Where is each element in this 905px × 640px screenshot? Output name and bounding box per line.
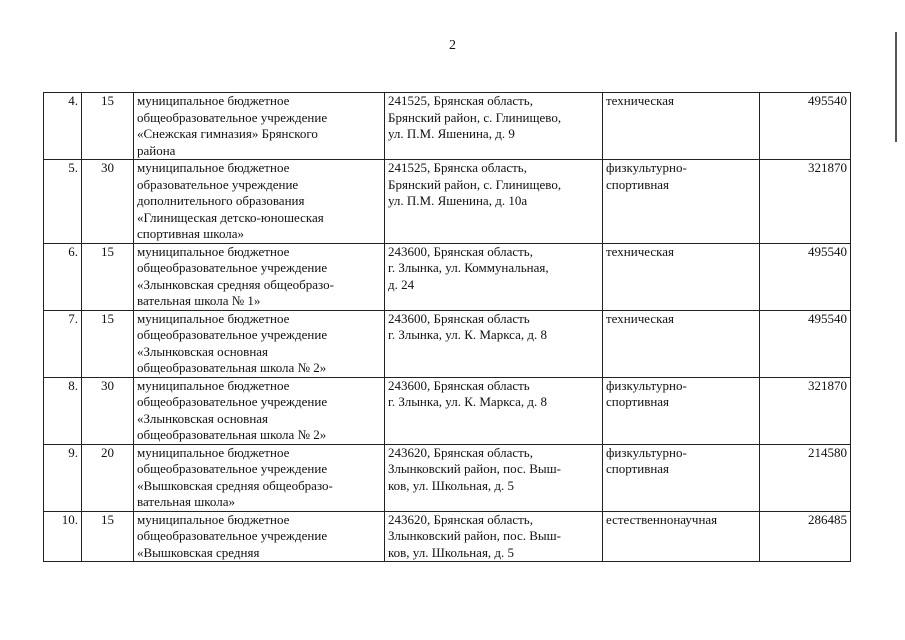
institution-line: образовательное учреждение bbox=[137, 176, 299, 192]
institution-line: муниципальное бюджетное bbox=[137, 377, 290, 393]
address-line: 243600, Брянская область bbox=[388, 377, 530, 393]
institution-line: муниципальное бюджетное bbox=[137, 511, 290, 527]
table-row bbox=[44, 93, 851, 160]
institution-line: общеобразовательное учреждение bbox=[137, 109, 328, 125]
institution-line: «Злынковская средняя общеобразо- bbox=[137, 276, 334, 292]
scan-edge-mark bbox=[895, 32, 897, 142]
direction-cell bbox=[603, 160, 760, 244]
direction-line: техническая bbox=[606, 93, 674, 108]
address-line: г. Злынка, ул. Коммунальная, bbox=[388, 260, 549, 275]
institution-line: вательная школа № 1» bbox=[137, 293, 261, 308]
amount-cell: 495540 bbox=[760, 310, 851, 377]
amount-cell: 286485 bbox=[760, 511, 851, 562]
participants-count-cell: 15 bbox=[82, 511, 134, 562]
direction-line: физкультурно- bbox=[606, 444, 687, 460]
address-line: ков, ул. Школьная, д. 5 bbox=[388, 477, 515, 493]
row-number-cell: 4. bbox=[44, 93, 82, 160]
amount-cell: 214580 bbox=[760, 444, 851, 511]
institution-cell bbox=[134, 160, 385, 244]
page-number: 2 bbox=[449, 38, 456, 53]
row-number-cell: 10. bbox=[44, 511, 82, 562]
amount-cell: 321870 bbox=[760, 377, 851, 444]
institution-line: «Вышковская средняя общеобразо- bbox=[137, 477, 333, 493]
address-line: Брянский район, с. Глинищево, bbox=[388, 176, 562, 192]
institution-line: «Злынковская основная bbox=[137, 343, 269, 359]
participants-count-cell: 30 bbox=[82, 160, 134, 244]
direction-line: спортивная bbox=[606, 176, 670, 192]
institution-line: муниципальное бюджетное bbox=[137, 93, 290, 108]
amount-cell: 495540 bbox=[760, 93, 851, 160]
direction-cell bbox=[603, 310, 760, 377]
institution-line: общеобразовательное учреждение bbox=[137, 327, 328, 342]
address-line: 243620, Брянская область, bbox=[388, 444, 533, 460]
table-row bbox=[44, 444, 851, 511]
address-line: 241525, Брянская область, bbox=[388, 93, 533, 108]
institution-line: района bbox=[137, 142, 176, 158]
row-number-cell: 7. bbox=[44, 310, 82, 377]
institution-line: «Глинищеская детско-юношеская bbox=[137, 209, 324, 225]
direction-cell bbox=[603, 511, 760, 562]
institution-line: вательная школа» bbox=[137, 494, 235, 509]
direction-line: физкультурно- bbox=[606, 160, 687, 175]
row-number-cell: 6. bbox=[44, 243, 82, 310]
address-line: ул. П.М. Яшенина, д. 10а bbox=[388, 193, 528, 208]
direction-line: техническая bbox=[606, 243, 674, 259]
participants-count-cell: 30 bbox=[82, 377, 134, 444]
amount-cell: 495540 bbox=[760, 243, 851, 310]
institution-cell bbox=[134, 310, 385, 377]
table-row bbox=[44, 160, 851, 244]
institution-line: «Вышковская средняя bbox=[137, 544, 260, 560]
institution-line: общеобразовательное учреждение bbox=[137, 394, 328, 409]
institution-cell bbox=[134, 377, 385, 444]
address-line: Злынковский район, пос. Выш- bbox=[388, 461, 561, 476]
address-line: г. Злынка, ул. К. Маркса, д. 8 bbox=[388, 394, 547, 409]
institution-line: общеобразовательное учреждение bbox=[137, 528, 328, 543]
row-number-cell: 9. bbox=[44, 444, 82, 511]
institution-line: муниципальное бюджетное bbox=[137, 160, 290, 175]
table-row bbox=[44, 310, 851, 377]
row-number-cell: 8. bbox=[44, 377, 82, 444]
table-row bbox=[44, 511, 851, 562]
direction-line: техническая bbox=[606, 310, 674, 326]
address-cell bbox=[385, 444, 603, 511]
institution-line: муниципальное бюджетное bbox=[137, 310, 290, 326]
participants-count-cell: 20 bbox=[82, 444, 134, 511]
address-cell bbox=[385, 310, 603, 377]
address-line: 241525, Брянска область, bbox=[388, 160, 527, 175]
address-line: 243600, Брянская область bbox=[388, 310, 530, 326]
direction-cell bbox=[603, 377, 760, 444]
amount-cell: 321870 bbox=[760, 160, 851, 244]
direction-line: спортивная bbox=[606, 394, 670, 409]
participants-count-cell: 15 bbox=[82, 243, 134, 310]
address-line: 243600, Брянская область, bbox=[388, 243, 533, 259]
institution-line: «Злынковская основная bbox=[137, 410, 269, 426]
direction-line: естественнонаучная bbox=[606, 511, 718, 527]
direction-cell bbox=[603, 93, 760, 160]
row-number-cell: 5. bbox=[44, 160, 82, 244]
institution-line: «Снежская гимназия» Брянского bbox=[137, 126, 318, 141]
institutions-table bbox=[43, 92, 851, 562]
address-line: Брянский район, с. Глинищево, bbox=[388, 109, 562, 125]
address-cell bbox=[385, 511, 603, 562]
address-line: 243620, Брянская область, bbox=[388, 511, 533, 527]
institution-cell bbox=[134, 93, 385, 160]
address-cell bbox=[385, 243, 603, 310]
address-line: ков, ул. Школьная, д. 5 bbox=[388, 544, 515, 560]
address-cell bbox=[385, 377, 603, 444]
participants-count-cell: 15 bbox=[82, 310, 134, 377]
institution-line: муниципальное бюджетное bbox=[137, 243, 290, 259]
institution-line: общеобразовательное учреждение bbox=[137, 260, 328, 275]
address-line: г. Злынка, ул. К. Маркса, д. 8 bbox=[388, 327, 547, 342]
table-body bbox=[44, 93, 851, 562]
institution-cell bbox=[134, 444, 385, 511]
institution-line: спортивная школа» bbox=[137, 226, 245, 241]
institution-line: общеобразовательная школа № 2» bbox=[137, 360, 327, 375]
direction-line: спортивная bbox=[606, 461, 670, 476]
address-cell bbox=[385, 160, 603, 244]
address-line: д. 24 bbox=[388, 276, 415, 292]
institution-line: общеобразовательная школа № 2» bbox=[137, 427, 327, 442]
institution-line: общеобразовательное учреждение bbox=[137, 461, 328, 476]
institution-line: дополнительного образования bbox=[137, 193, 305, 208]
institution-cell bbox=[134, 511, 385, 562]
table-row bbox=[44, 377, 851, 444]
institution-line: муниципальное бюджетное bbox=[137, 444, 290, 460]
direction-line: физкультурно- bbox=[606, 377, 687, 393]
direction-cell bbox=[603, 243, 760, 310]
table-row bbox=[44, 243, 851, 310]
address-line: ул. П.М. Яшенина, д. 9 bbox=[388, 126, 515, 141]
address-cell bbox=[385, 93, 603, 160]
participants-count-cell: 15 bbox=[82, 93, 134, 160]
direction-cell bbox=[603, 444, 760, 511]
institution-cell bbox=[134, 243, 385, 310]
address-line: Злынковский район, пос. Выш- bbox=[388, 528, 561, 543]
